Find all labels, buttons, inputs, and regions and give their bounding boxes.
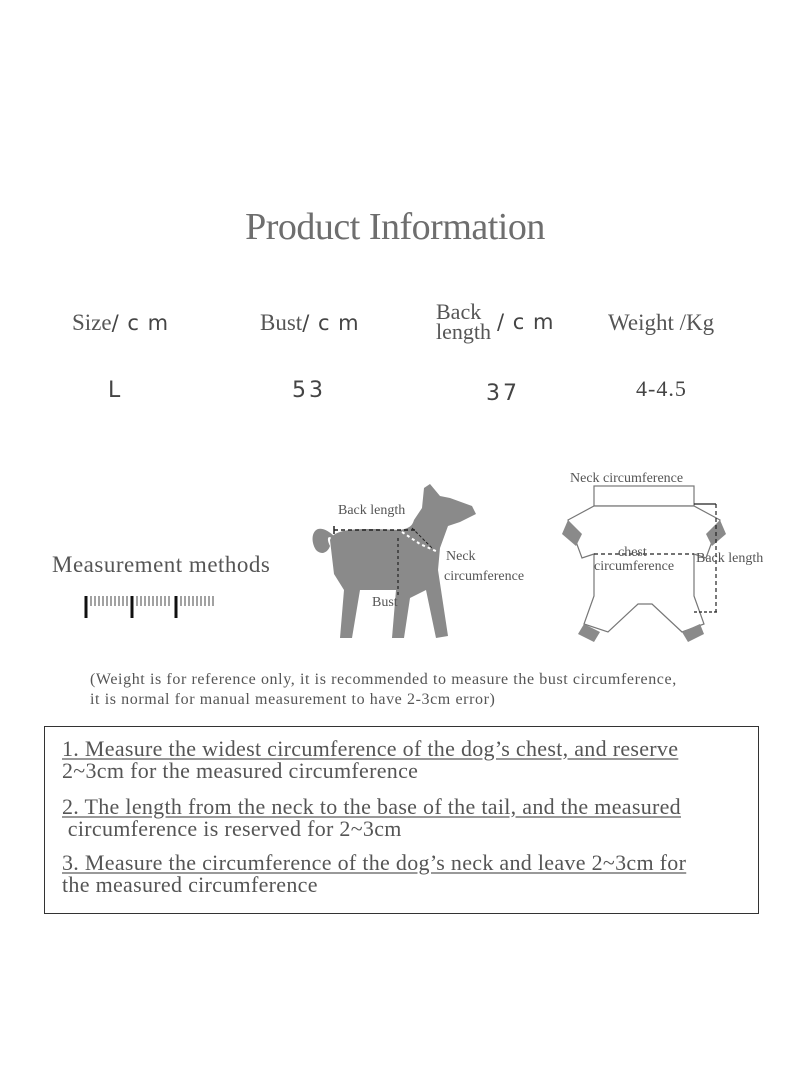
instruction-1-line2: 2~3cm for the measured circumference <box>62 758 419 783</box>
page-title: Product Information <box>245 206 545 248</box>
header-back-length-line1: Back <box>436 299 482 324</box>
garment-chest-label-line2: circumference <box>594 559 675 574</box>
header-bust-label: Bust <box>260 310 303 335</box>
header-size-label: Size <box>72 310 112 335</box>
header-back-length-unit: / c m <box>497 310 555 334</box>
ruler-icon <box>82 590 222 620</box>
instruction-1-line1: 1. Measure the widest circumference of the dog’s chest, and reserve <box>62 736 679 761</box>
header-size <box>72 310 169 336</box>
header-back-length-line2: length <box>436 319 491 344</box>
instruction-item-3 <box>62 852 686 896</box>
measurement-methods-label: Measurement methods <box>52 552 271 577</box>
header-weight: Weight /Kg <box>608 310 715 335</box>
header-bust <box>260 310 360 336</box>
dog-diagram <box>300 478 540 648</box>
garment-chest-label-line1: chest <box>618 545 647 560</box>
reference-note <box>90 670 677 710</box>
dog-neck-label-line1: Neck <box>446 549 476 564</box>
note-line-1: (Weight is for reference only, it is recommended to measure the bust circumference, <box>90 671 677 688</box>
instruction-item-2 <box>62 796 681 840</box>
instruction-item-1 <box>62 738 678 782</box>
dog-neck-label-line2: circumference <box>444 569 525 584</box>
value-weight: 4-4.5 <box>636 376 687 401</box>
header-size-unit: / c m <box>111 311 170 335</box>
header-bust-unit: / c m <box>302 311 360 335</box>
dog-back-length-label: Back length <box>338 503 406 518</box>
value-bust: 53 <box>292 378 326 403</box>
garment-diagram <box>554 462 790 648</box>
header-back-length <box>436 299 555 344</box>
dog-bust-label: Bust <box>372 595 398 610</box>
value-size: L <box>108 378 124 403</box>
garment-neck-label: Neck circumference <box>570 471 684 486</box>
instruction-3-line2: the measured circumference <box>62 872 318 897</box>
instruction-3-line1: 3. Measure the circumference of the dog’s neck and leave 2~3cm for <box>62 850 687 875</box>
value-back-length: 37 <box>486 381 520 406</box>
note-line-2: it is normal for manual measurement to have 2-3cm error) <box>90 691 496 708</box>
garment-back-length-label: Back length <box>696 551 764 566</box>
instruction-2-line1: 2. The length from the neck to the base of the tail, and the measured <box>62 794 681 819</box>
instruction-2-line2: circumference is reserved for 2~3cm <box>62 816 402 841</box>
